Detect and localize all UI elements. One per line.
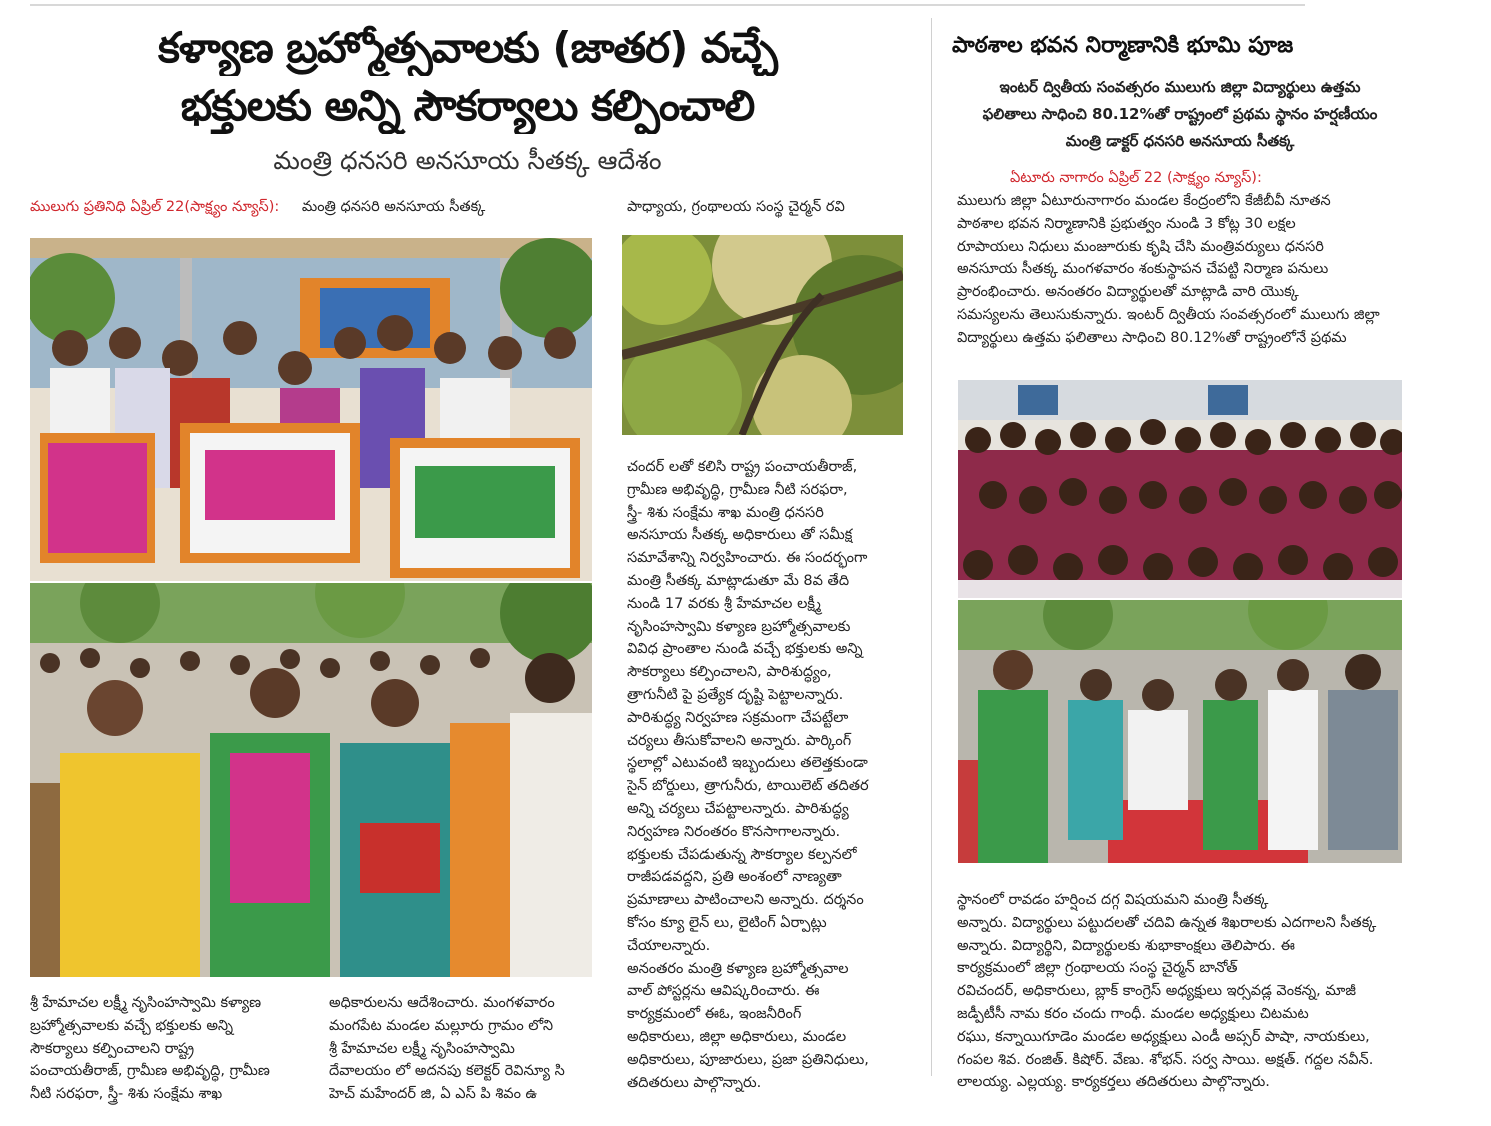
text-line: భక్తులకు చేపడుతున్న సౌకర్యాల కల్పనలో bbox=[627, 846, 857, 863]
subheadline: మంత్రి ధనసరి అనసూయ సీతక్క ఆదేశం bbox=[273, 146, 662, 175]
column-divider bbox=[931, 18, 932, 1076]
text-line: చర్యలు తీసుకోవాలని అన్నారు. పార్కింగ్ bbox=[627, 732, 852, 749]
text-line: అధికారులు, జిల్లా అధికారులు, మండల bbox=[627, 1028, 847, 1045]
text-line: ములుగు జిల్లా ఏటూరునాగారం మండల కేంద్రంలోని కేజీబీవీ నూతన bbox=[957, 193, 1331, 209]
text-line: దేవాలయం లో అదనపు కలెక్టర్ రెవిన్యూ సి bbox=[329, 1063, 565, 1080]
left-dateline-row bbox=[30, 196, 600, 219]
text-line: రూపాయలు నిధులు మంజూరుకు కృషి చేసి మంత్రివర్యులు ధనసరి bbox=[957, 238, 1324, 255]
text-line: మంత్రి సీతక్క మాట్లాడుతూ మే 8వ తేది bbox=[627, 572, 850, 589]
top-rule bbox=[30, 4, 1305, 6]
text-line: నిర్వహణ నిరంతరం కొనసాగాలన్నారు. bbox=[627, 823, 841, 840]
text-line: గ్రామీణ అభివృద్ధి, గ్రామీణ నీటి సరఫరా, bbox=[627, 481, 848, 498]
left-dateline: ములుగు ప్రతినిధి ఏప్రిల్ 22(సాక్ష్యం న్యూస్): bbox=[30, 199, 280, 215]
text-line: నృసింహస్వామి కళ్యాణ బ్రహ్మోత్సవాలకు bbox=[627, 618, 851, 635]
text-line: స్థానంలో రావడం హర్షించ దగ్గ విషయమని మంత్రి సీతక్క bbox=[957, 892, 1269, 908]
text-line: స్థలాల్లో ఎటువంటి ఇబ్బందులు తలెత్తకుండా bbox=[627, 755, 868, 772]
text-line: స్త్రీ- శిశు సంక్షేమ శాఖ మంత్రి ధనసరి bbox=[627, 504, 824, 521]
photo-temple-visit bbox=[30, 583, 592, 977]
text-line: చందర్ లతో కలిసి రాష్ట్ర పంచాయతీరాజ్, bbox=[627, 459, 858, 475]
text-line: సౌకర్యాలు కల్పించాలని, పారిశుద్ధ్యం, bbox=[627, 664, 832, 681]
text-line: రఘు, కన్నాయిగూడెం మండల అధ్యక్షులు ఎండీ అప్సర్ పాషా, నాయకులు, bbox=[957, 1028, 1370, 1045]
text-line: అధికారులు, పూజారులు, ప్రజా ప్రతినిధులు, bbox=[627, 1051, 869, 1068]
text-line: పారిశుద్ధ్య నిర్వహణ సక్రమంగా చేపట్టేలా bbox=[627, 709, 849, 726]
text-line: తదితరులు పాల్గొన్నారు. bbox=[627, 1074, 762, 1091]
text-line: కార్యక్రమంలో ఈఓ, ఇంజనీరింగ్ bbox=[627, 1006, 802, 1023]
right-body-top bbox=[957, 190, 1402, 350]
text-line: వాల్ పోస్టర్లను ఆవిష్కరించారు. ఈ bbox=[627, 983, 820, 1000]
text-line: కార్యక్రమంలో జిల్లా గ్రంథాలయ సంస్థ చైర్మన్ బానోత్ bbox=[957, 960, 1238, 977]
text-line: అన్ని చర్యలు చేపట్టాలన్నారు. పారిశుద్ధ్య bbox=[627, 800, 849, 817]
text-line: అనంతరం మంత్రి కళ్యాణ బ్రహ్మోత్సవాల bbox=[627, 960, 849, 977]
text-line: అధికారులను ఆదేశించారు. మంగళవారం bbox=[329, 995, 555, 1011]
photo-bhoomi-pooja bbox=[958, 600, 1402, 863]
right-subheadline bbox=[945, 74, 1415, 155]
text-line: లాలయ్య. ఎల్లయ్య. కార్యకర్తలు తదితరులు పాల్గొన్నారు. bbox=[957, 1074, 1270, 1091]
text-line: రవిచందర్, అధికారులు, బ్లాక్ కాంగ్రెస్ అధ్యక్షులు ఇర్సవడ్ల వెంకన్న, మాజీ bbox=[957, 983, 1356, 1000]
text-line: శ్రీ హేమాచల లక్ష్మీ నృసింహస్వామి bbox=[329, 1040, 515, 1057]
text-line: పంచాయతీరాజ్, గ్రామీణ అభివృద్ధి, గ్రామీణ bbox=[30, 1063, 270, 1080]
text-line: వివిధ ప్రాంతాల నుండి వచ్చే భక్తులకు అన్ని bbox=[627, 641, 863, 658]
subheadline-line: ఫలితాలు సాధించి 80.12%తో రాష్ట్రంలో ప్రథమ స్థానం హర్షణీయం bbox=[982, 105, 1378, 123]
text-line: హెచ్ మహేందర్ జి, ఏ ఎస్ పి శివం ఉ bbox=[329, 1086, 538, 1103]
text-line: అన్నారు. విద్యార్థిని, విద్యార్థులకు శుభాకాంక్షలు తెలిపారు. ఈ bbox=[957, 937, 1295, 954]
left-dateline-rest: మంత్రి ధనసరి అనసూయ సీతక్క bbox=[301, 199, 486, 215]
photo-poster-release bbox=[30, 238, 592, 581]
text-line: బ్రహ్మోత్సవాలకు వచ్చే భక్తులకు అన్ని bbox=[30, 1017, 234, 1034]
text-line: శ్రీ హేమాచల లక్ష్మీ నృసింహస్వామి కళ్యాణ bbox=[30, 995, 262, 1011]
subheadline-line: ఇంటర్ ద్వితీయ సంవత్సరం ములుగు జిల్లా విద్యార్థులు ఉత్తమ bbox=[999, 78, 1361, 96]
text-line: నీటి సరఫరా, స్త్రీ- శిశు సంక్షేమ శాఖ bbox=[30, 1086, 223, 1103]
right-body-bottom bbox=[957, 889, 1402, 1094]
text-line: చేయాలన్నారు. bbox=[627, 937, 711, 954]
left-col2-text bbox=[329, 992, 599, 1106]
text-line: సమావేశాన్ని నిర్వహించారు. ఈ సందర్భంగా bbox=[627, 550, 868, 567]
right-headline: పాఠశాల భవన నిర్మాణానికి భూమి పూజ bbox=[952, 33, 1294, 58]
text-line: విద్యార్థులు ఉత్తమ ఫలితాలు సాధించి 80.12%తో రాష్ట్రంలోనే ప్రథమ bbox=[957, 329, 1347, 346]
text-line: సౌకర్యాలు కల్పించాలని రాష్ట్ర bbox=[30, 1040, 195, 1057]
text-line: జడ్పీటీసీ నామ కరం చందు గాంధీ. మండల అధ్యక్షులు చిటమట bbox=[957, 1005, 1309, 1022]
photo-students bbox=[958, 380, 1402, 598]
photo-tree-leaves bbox=[622, 235, 903, 435]
text-line: కోసం క్యూ లైన్ లు, లైటింగ్ ఏర్పాట్లు bbox=[627, 914, 827, 931]
headline-line-1: కళ్యాణ బ్రహ్మోత్సవాలకు (జాతర) వచ్చే bbox=[157, 23, 777, 72]
headline-line-2: భక్తులకు అన్ని సౌకర్యాలు కల్పించాలి bbox=[180, 81, 755, 130]
text-line: నుండి 17 వరకు శ్రీ హేమాచల లక్ష్మీ bbox=[627, 595, 822, 612]
text-line: సైన్ బోర్డులు, త్రాగునీరు, టాయిలెట్ తదితర bbox=[627, 778, 869, 795]
text-line: అనసూయ సీతక్క అధికారులు తో సమీక్ష bbox=[627, 527, 853, 544]
text-line: సమస్యలను తెలుసుకున్నారు. ఇంటర్ ద్వితీయ సంవత్సరంలో ములుగు జిల్లా bbox=[957, 306, 1380, 323]
text-line: మంగపేట మండల మల్లూరు గ్రామం లోని bbox=[329, 1017, 554, 1034]
subheadline-line: మంత్రి డాక్టర్ ధనసరి అనసూయ సీతక్క bbox=[1065, 132, 1295, 150]
text-line: పాఠశాల భవన నిర్మాణానికి ప్రభుత్వం నుండి 3 కోట్ల 30 లక్షల bbox=[957, 215, 1296, 232]
right-dateline: ఏటూరు నాగారం ఏప్రిల్ 22 (సాక్ష్యం న్యూస్): bbox=[1010, 170, 1262, 186]
text-line: గంపల శివ. రంజిత్. కిషోర్. వేణు. శోభన్. సర్వ సాయి. అక్షత్. గద్దల నవీన్. bbox=[957, 1051, 1374, 1068]
text-line: అనసూయ సీతక్క మంగళవారం శంకుస్థాపన చేపట్టి నిర్మాణ పనులు bbox=[957, 261, 1329, 278]
text-line: ప్రారంభించారు. అనంతరం విద్యార్థులతో మాట్లాడి వారి యొక్క bbox=[957, 284, 1299, 301]
text-line: అన్నారు. విద్యార్థులు పట్టుదలతో చదివి ఉన్నత శిఖరాలకు ఎదగాలని సీతక్క bbox=[957, 914, 1377, 931]
left-col3-text bbox=[627, 456, 905, 1094]
text-line: ప్రమాణాలు పాటించాలని అన్నారు. దర్శనం bbox=[627, 892, 864, 909]
text-line: రాజీపడవద్దని, ప్రతి అంశంలో నాణ్యతా bbox=[627, 869, 842, 886]
text-line: త్రాగునీటి పై ప్రత్యేక దృష్టి పెట్టాలన్నారు. bbox=[627, 686, 844, 703]
col3-top-line: పాధ్యాయ, గ్రంథాలయ సంస్థ చైర్మన్ రవి bbox=[627, 199, 845, 215]
left-col1-text bbox=[30, 992, 298, 1106]
